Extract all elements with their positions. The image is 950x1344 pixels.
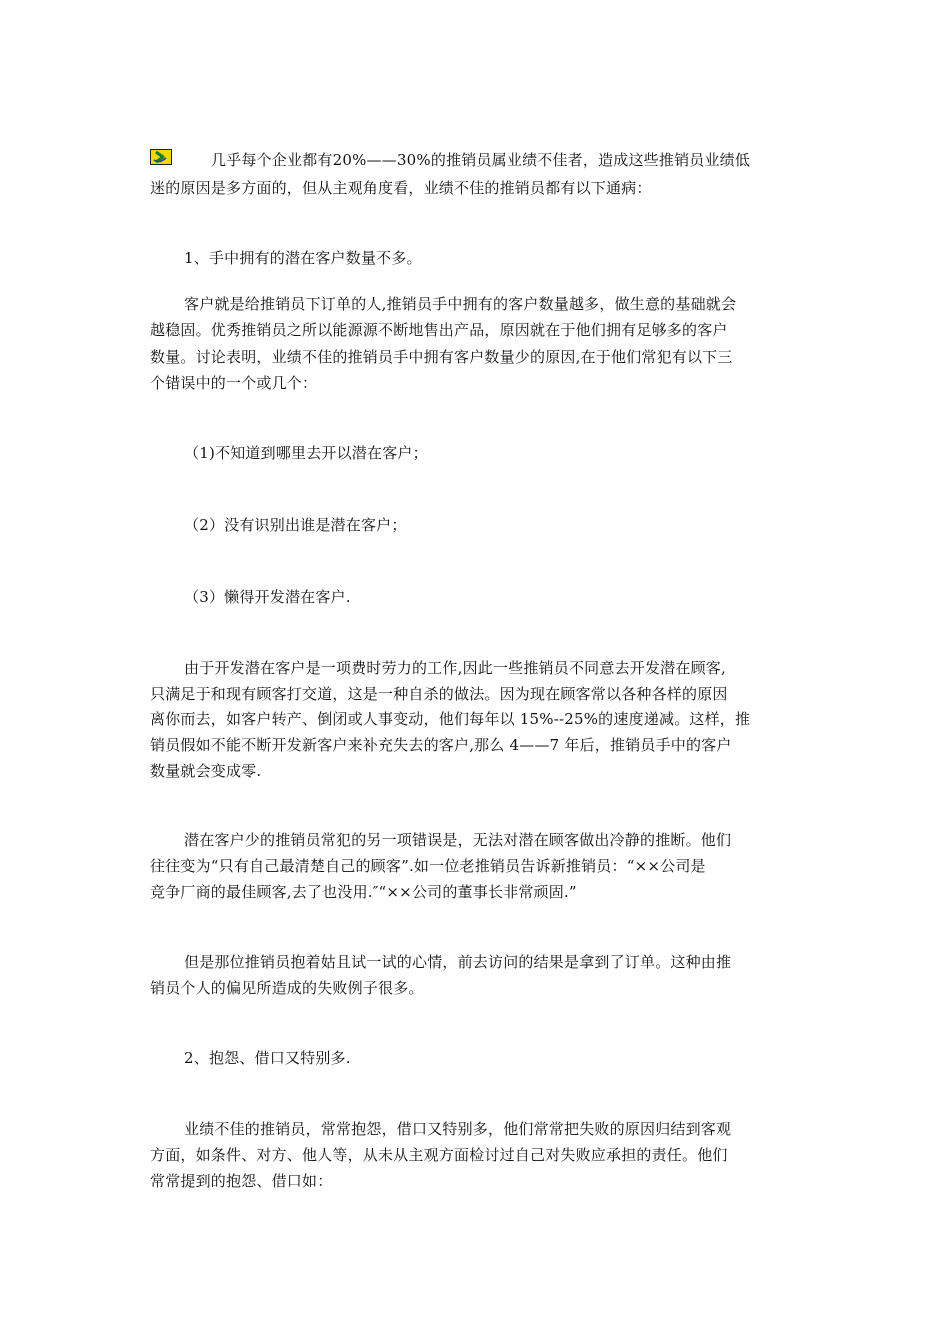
- section1-para3-line-1: 潜在客户少的推销员常犯的另一项错误是，无法对潜在顾客做出冷静的推断。他们: [184, 831, 732, 849]
- section1-heading: 1、手中拥有的潜在客户数量不多。: [184, 249, 422, 267]
- section1-para2-line-2: 只满足于和现有顾客打交道，这是一种自杀的做法。因为现在顾客常以各种各样的原因: [150, 685, 728, 703]
- section1-para2-line-4: 销员假如不能不断开发新客户来补充失去的客户,那么 4——7 年后，推销员手中的客户: [150, 736, 732, 754]
- intro-line-1: 几乎每个企业都有20%——30%的推销员属业绩不佳者，造成这些推销员业绩低: [211, 151, 751, 169]
- section1-para1-line-4: 个错误中的一个或几个：: [150, 374, 318, 392]
- section2-para1-line-2: 方面，如条件、对方、他人等，从未从主观方面检讨过自己对失败应承担的责任。他们: [150, 1146, 728, 1164]
- section2-heading: 2、抱怨、借口又特别多.: [184, 1049, 351, 1067]
- section1-item-3: （3）懒得开发潜在客户.: [184, 588, 351, 606]
- arrow-logo-icon: [150, 149, 172, 165]
- intro-line-2: 迷的原因是多方面的，但从主观角度看，业绩不佳的推销员都有以下通病：: [150, 179, 652, 197]
- section1-para4-line-2: 销员个人的偏见所造成的失败例子很多。: [150, 979, 424, 997]
- section1-para2-line-3: 离你而去，如客户转产、倒闭或人事变动，他们每年以 15%--25%的速度递减。这样，推: [150, 710, 751, 728]
- section1-para1-line-2: 越稳固。优秀推销员之所以能源源不断地售出产品，原因就在于他们拥有足够多的客户: [150, 321, 728, 339]
- section1-para2-line-1: 由于开发潜在客户是一项费时劳力的工作,因此一些推销员不同意去开发潜在顾客,: [184, 659, 726, 677]
- section1-para1-line-1: 客户就是给推销员下订单的人,推销员手中拥有的客户数量越多，做生意的基础就会: [184, 295, 737, 313]
- section2-para1-line-3: 常常提到的抱怨、借口如：: [150, 1172, 333, 1190]
- section1-para1-line-3: 数量。讨论表明，业绩不佳的推销员手中拥有客户数量少的原因,在于他们常犯有以下三: [150, 348, 733, 366]
- section1-para2-line-5: 数量就会变成零.: [150, 762, 262, 780]
- section1-para3-line-2: 往往变为“只有自己最清楚自己的顾客”.如一位老推销员告诉新推销员：“××公司是: [150, 857, 706, 875]
- section2-para1-line-1: 业绩不佳的推销员，常常抱怨，借口又特别多，他们常常把失败的原因归结到客观: [184, 1120, 732, 1138]
- section1-para3-line-3: 竞争厂商的最佳顾客,去了也没用.″“××公司的董事长非常顽固.”: [150, 883, 577, 901]
- section1-item-2: （2）没有识别出谁是潜在客户；: [184, 516, 407, 534]
- section1-item-1: （1)不知道到哪里去开以潜在客户；: [184, 444, 428, 462]
- section1-para4-line-1: 但是那位推销员抱着姑且试一试的心情，前去访问的结果是拿到了订单。这种由推: [184, 953, 732, 971]
